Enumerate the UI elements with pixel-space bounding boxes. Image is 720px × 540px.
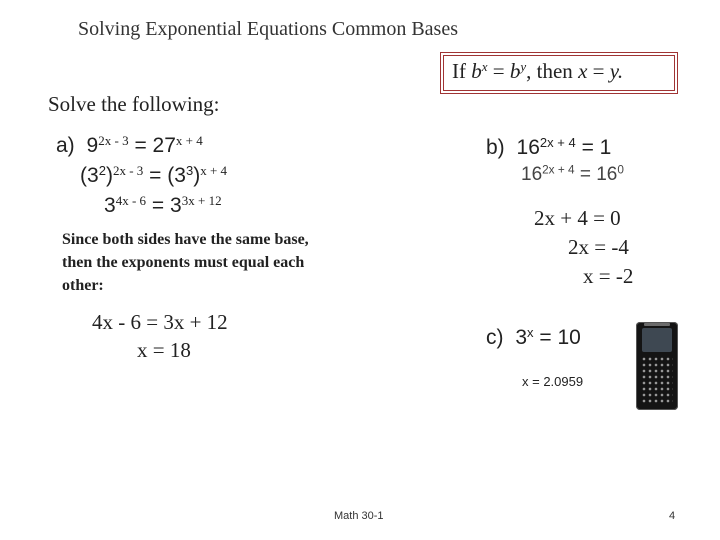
part-a-line3	[104, 194, 222, 218]
part-c-exp: x	[527, 324, 534, 340]
rule-y2: y.	[609, 59, 624, 83]
part-b-solve-line1: 2x + 4 = 0	[534, 206, 621, 230]
part-a-solve-line2: x = 18	[137, 338, 191, 362]
part-a-l1-base-right: 27	[152, 134, 176, 157]
part-b-l1-base-left: 16	[516, 136, 540, 159]
part-a-label: a)	[56, 134, 75, 157]
rule-eq2: =	[592, 59, 605, 83]
part-a-l1-exp-left: 2x - 3	[98, 132, 129, 148]
rule-x2: x	[578, 59, 588, 83]
part-a-l2-exp-right: x + 4	[200, 162, 228, 178]
part-a-l2-inner-exp-right: 3	[185, 162, 194, 178]
rule-eq1: =	[492, 59, 505, 83]
part-a-l3-exp-right: 3x + 12	[181, 192, 222, 208]
slide-title: Solving Exponential Equations Common Bases	[78, 18, 458, 40]
calculator-screen	[642, 328, 672, 352]
part-a-line2	[80, 164, 227, 188]
part-a-note: Since both sides have the same base, then the exponents must equal each other:	[62, 231, 309, 294]
part-a-l2-open-left: (3	[80, 164, 99, 187]
part-a-solve-line1: 4x - 6 = 3x + 12	[92, 310, 228, 334]
part-b-l1-rhs: = 1	[581, 136, 612, 159]
part-a-l1-eq: =	[134, 134, 147, 157]
rule-if: If	[452, 59, 466, 83]
part-a-l2-inner-exp-left: 2	[98, 162, 106, 178]
part-b-l2-eq: =	[579, 164, 591, 185]
part-b-label: b)	[486, 136, 505, 159]
part-b-l2-base-left: 16	[521, 164, 543, 185]
part-a-l2-open-right: (3	[167, 164, 186, 187]
part-a-l2-eq: =	[149, 164, 162, 187]
solve-prompt: Solve the following:	[48, 92, 220, 116]
part-b-l1-exp-left: 2x + 4	[539, 134, 576, 150]
slide-footer: Math 30-1	[334, 510, 384, 522]
rule-statement	[452, 59, 623, 84]
calculator-keypad	[641, 356, 673, 404]
part-a-l2-exp-left: 2x - 3	[112, 162, 144, 178]
part-a-l1-base-left: 9	[86, 134, 99, 157]
part-c-answer: x = 2.0959	[522, 374, 584, 389]
part-b-solve-line2: 2x = -4	[568, 235, 629, 259]
rule-then: , then	[526, 59, 573, 83]
part-b-line2	[521, 164, 624, 186]
part-c-rhs: = 10	[539, 326, 581, 349]
part-c-line	[486, 326, 581, 350]
part-a-l2-close-right: )	[193, 164, 201, 187]
rule-y1: y	[520, 58, 527, 74]
part-b-l2-base-right: 16	[596, 164, 618, 185]
rule-b2: b	[509, 59, 521, 83]
rule-x1: x	[481, 58, 488, 74]
part-a-l2-close-left: )	[105, 164, 113, 187]
part-b-line1	[486, 136, 611, 160]
rule-b1: b	[471, 59, 482, 83]
part-a-l3-exp-left: 4x - 6	[115, 192, 147, 208]
part-c-label: c)	[486, 326, 504, 349]
part-a-l3-base-left: 3	[104, 194, 116, 217]
part-b-l2-exp-right: 0	[617, 163, 624, 177]
calculator-brand-strip	[644, 323, 670, 326]
part-a-l3-base-right: 3	[170, 194, 182, 217]
part-a-l1-exp-right: x + 4	[175, 132, 203, 148]
part-a-line1	[56, 134, 203, 158]
part-b-solve-line3: x = -2	[583, 264, 634, 288]
graphing-calculator-icon	[636, 322, 678, 410]
page-number: 4	[669, 510, 676, 522]
part-a-l3-eq: =	[151, 194, 165, 217]
part-b-l2-exp-left: 2x + 4	[542, 163, 575, 177]
part-c-base: 3	[515, 326, 528, 349]
